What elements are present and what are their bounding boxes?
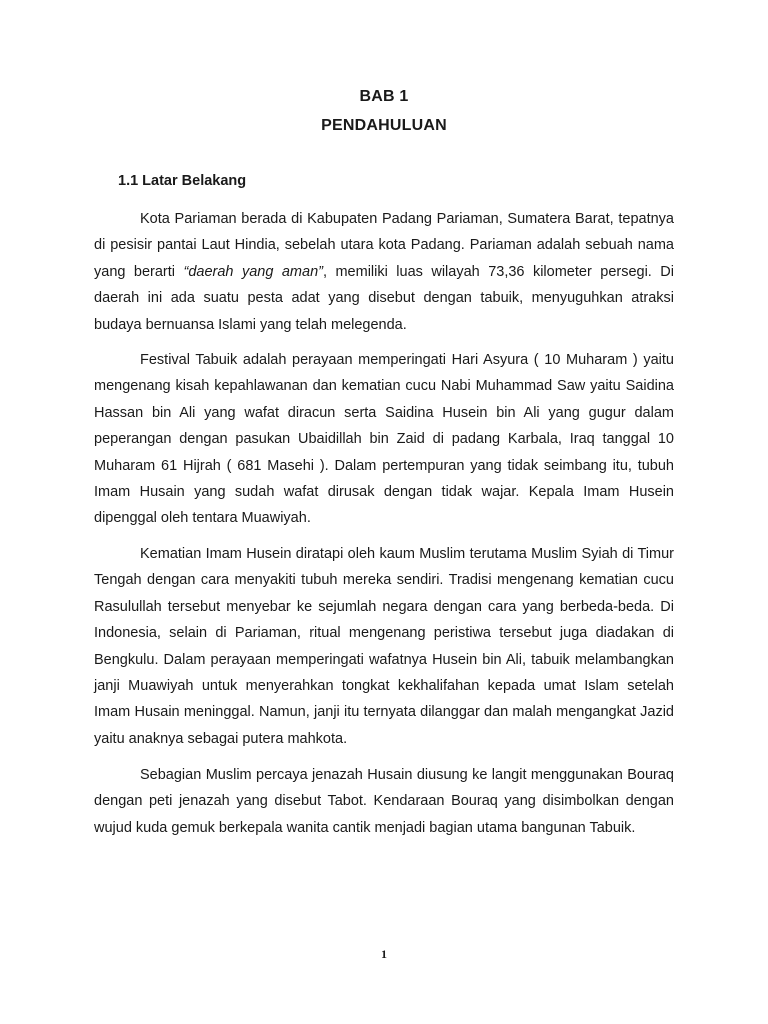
section-number: 1.1	[118, 173, 139, 189]
paragraph-1-text-start: Kota Pariaman berada di Kabupaten Padang Pariaman, Sumatera Barat, tepatnya di pesisir pantai Laut Hindia, sebelah utara kota Padang. Pariaman adalah sebuah nama yang berarti	[94, 211, 674, 280]
chapter-number: BAB 1	[359, 88, 409, 105]
paragraph-4: Sebagian Muslim percaya jenazah Husain diusung ke langit menggunakan Bouraq dengan peti jenazah yang disebut Tabot. Kendaraan Bouraq yang disimbolkan dengan wujud kuda gemuk berkepala wanita cantik menjadi bagian utama bangunan Tabuik.	[94, 767, 674, 836]
section-heading	[118, 173, 246, 189]
chapter-title: PENDAHULUAN	[321, 117, 447, 134]
section-title: Latar Belakang	[142, 173, 247, 189]
paragraph-1-text-end: , memiliki luas wilayah 73,36 kilometer persegi. Di daerah ini ada suatu pesta adat yang disebut dengan tabuik, menyuguhkan atraksi budaya bernuansa Islami yang telah melegenda.	[94, 263, 674, 333]
paragraph-2: Festival Tabuik adalah perayaan memperingati Hari Asyura ( 10 Muharam ) yaitu mengenang kisah kepahlawanan dan kematian cucu Nabi Muhammad Saw yaitu Saidina Hassan bin Ali yang wafat diracun serta Saidina Husein bin Ali yang gugur dalam peperangan dengan pasukan Ubaidillah bin Zaid di padang Karbala, Iraq tanggal 10 Muharam 61 Hijrah ( 681 Masehi ). Dalam pertempuran yang tidak seimbang itu, tubuh Imam Husain yang sudah wafat dirusak dengan tidak wajar. Kepala Imam Husein dipenggal oleh tentara Muawiyah.	[94, 352, 674, 527]
page-number: 1	[381, 947, 387, 961]
paragraph-3: Kematian Imam Husein diratapi oleh kaum Muslim terutama Muslim Syiah di Timur Tengah dengan cara menyakiti tubuh mereka sendiri. Tradisi mengenang kematian cucu Rasulullah tersebut menyebar ke sejumlah negara dengan cara yang berbeda-beda. Di Indonesia, selain di Pariaman, ritual mengenang peristiwa tersebut juga diadakan di Bengkulu. Dalam perayaan memperingati wafatnya Husein bin Ali, tabuik melambangkan janji Muawiyah untuk menyerahkan tongkat kekhalifahan kepada umat Islam setelah Imam Husain meninggal. Namun, janji itu ternyata dilanggar dan malah mengangkat Jazid yaitu anaknya sebagai putera mahkota.	[94, 546, 674, 747]
paragraph-1	[94, 206, 674, 338]
paragraph-1-quote: “daerah yang aman”	[183, 263, 323, 280]
